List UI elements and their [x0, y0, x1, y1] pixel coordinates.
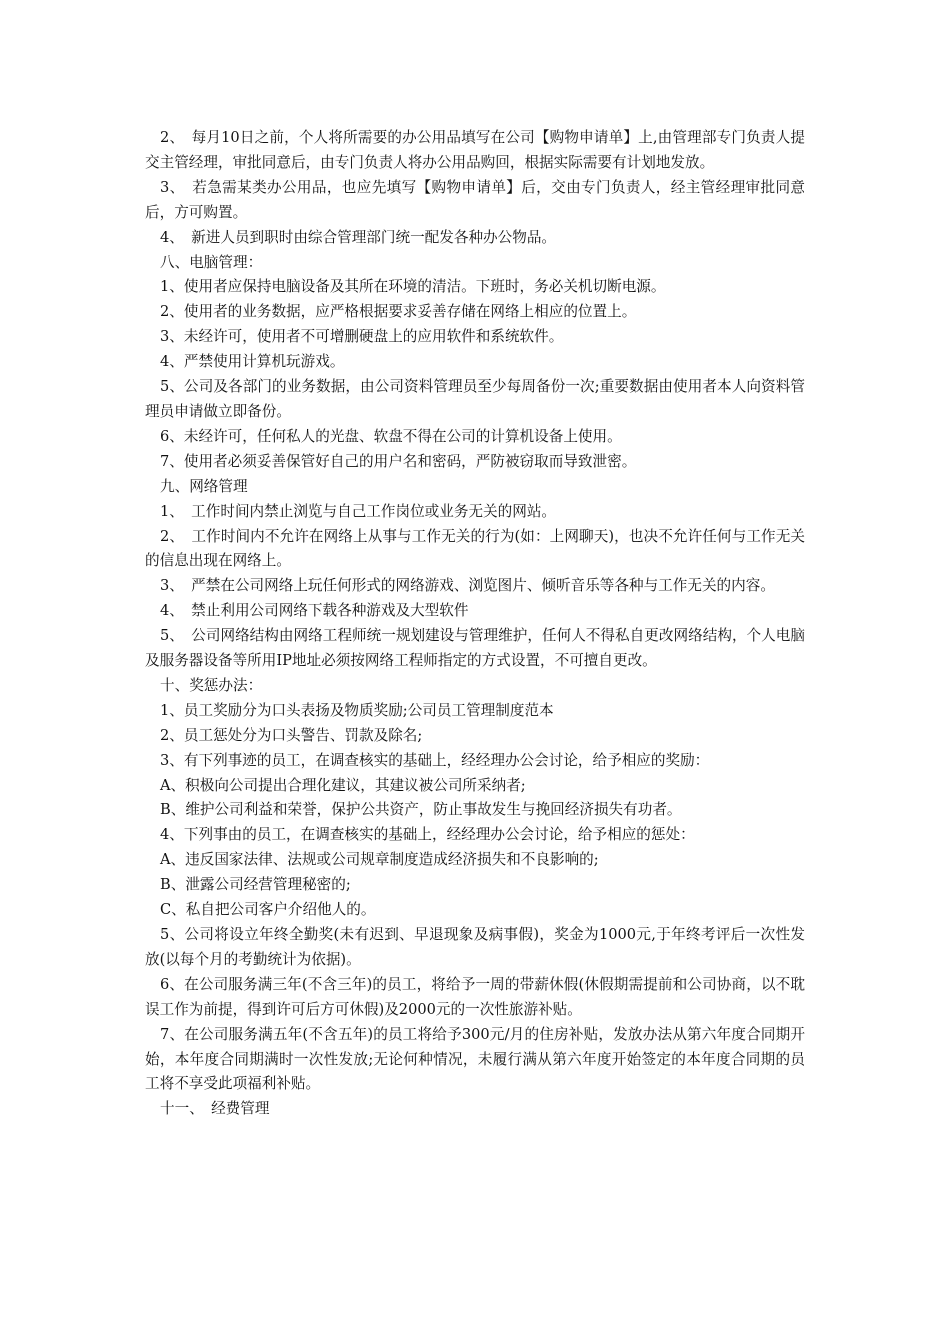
- paragraph: 6、未经许可，任何私人的光盘、软盘不得在公司的计算机设备上使用。: [160, 427, 622, 445]
- paragraph: 4、 新进人员到职时由综合管理部门统一配发各种办公物品。: [160, 228, 557, 246]
- paragraph: 4、下列事由的员工，在调查核实的基础上，经经理办公会讨论，给予相应的惩处：: [160, 826, 695, 844]
- paragraph: 4、严禁使用计算机玩游戏。: [160, 353, 345, 371]
- paragraph: 7、在公司服务满五年(不含五年)的员工将给予300元/月的住房补贴，发放办法从第六年度合同期开始，本年度合同期满时一次性发放;无论何种情况，未履行满从第六年度开始签定的本年度合同期的员工将不享受此项福利补贴。: [145, 1025, 805, 1093]
- paragraph: 4、 禁止利用公司网络下载各种游戏及大型软件: [160, 602, 469, 620]
- section-heading: 十、奖惩办法：: [160, 676, 263, 694]
- paragraph: 2、员工惩处分为口头警告、罚款及除名;: [160, 726, 423, 744]
- paragraph: 1、使用者应保持电脑设备及其所在环境的清洁。下班时，务必关机切断电源。: [160, 278, 666, 296]
- paragraph: 1、员工奖励分为口头表扬及物质奖励;公司员工管理制度范本: [160, 701, 554, 719]
- paragraph: C、私自把公司客户介绍他人的。: [160, 901, 376, 919]
- section-heading: 十一、 经费管理: [160, 1100, 270, 1118]
- paragraph: 2、 工作时间内不允许在网络上从事与工作无关的行为(如：上网聊天)，也决不允许任何与工作无关的信息出现在网络上。: [145, 527, 805, 570]
- paragraph: 3、有下列事迹的员工，在调查核实的基础上，经经理办公会讨论，给予相应的奖励：: [160, 751, 710, 769]
- paragraph: 1、 工作时间内禁止浏览与自己工作岗位或业务无关的网站。: [160, 502, 557, 520]
- paragraph: 7、使用者必须妥善保管好自己的用户名和密码，严防被窃取而导致泄密。: [160, 452, 637, 470]
- paragraph: 3、 若急需某类办公用品，也应先填写【购物申请单】后，交由专门负责人，经主管经理审批同意后，方可购置。: [145, 178, 805, 221]
- paragraph: 5、公司及各部门的业务数据，由公司资料管理员至少每周备份一次;重要数据由使用者本人向资料管理员申请做立即备份。: [145, 378, 805, 420]
- paragraph: 3、 严禁在公司网络上玩任何形式的网络游戏、浏览图片、倾听音乐等各种与工作无关的内容。: [160, 577, 775, 595]
- section-heading: 八、电脑管理：: [160, 253, 263, 271]
- paragraph: 5、公司将设立年终全勤奖(未有迟到、早退现象及病事假)，奖金为1000元,于年终考评后一次性发放(以每个月的考勤统计为依据)。: [145, 926, 805, 968]
- paragraph: 2、 每月10日之前，个人将所需要的办公用品填写在公司【购物申请单】上,由管理部专门负责人提交主管经理，审批同意后，由专门负责人将办公用品购回，根据实际需要有计划地发放。: [145, 129, 805, 171]
- paragraph: 5、 公司网络结构由网络工程师统一规划建设与管理维护，任何人不得私自更改网络结构，个人电脑及服务器设备等所用IP地址必须按网络工程师指定的方式设置，不可擅自更改。: [145, 627, 805, 670]
- paragraph: A、积极向公司提出合理化建议，其建议被公司所采纳者;: [160, 776, 526, 794]
- paragraph: B、泄露公司经营管理秘密的;: [160, 876, 351, 894]
- document-body: [145, 126, 805, 1122]
- paragraph: 6、在公司服务满三年(不含三年)的员工，将给予一周的带薪休假(休假期需提前和公司协商，以不耽误工作为前提，得到许可后方可休假)及2000元的一次性旅游补贴。: [145, 975, 805, 1018]
- paragraph: 2、使用者的业务数据，应严格根据要求妥善存储在网络上相应的位置上。: [160, 303, 637, 321]
- section-heading: 九、网络管理: [160, 477, 248, 495]
- paragraph: B、维护公司利益和荣誉，保护公共资产，防止事故发生与挽回经济损失有功者。: [160, 801, 682, 819]
- paragraph: 3、未经许可，使用者不可增删硬盘上的应用软件和系统软件。: [160, 328, 564, 346]
- paragraph: A、违反国家法律、法规或公司规章制度造成经济损失和不良影响的;: [160, 851, 599, 869]
